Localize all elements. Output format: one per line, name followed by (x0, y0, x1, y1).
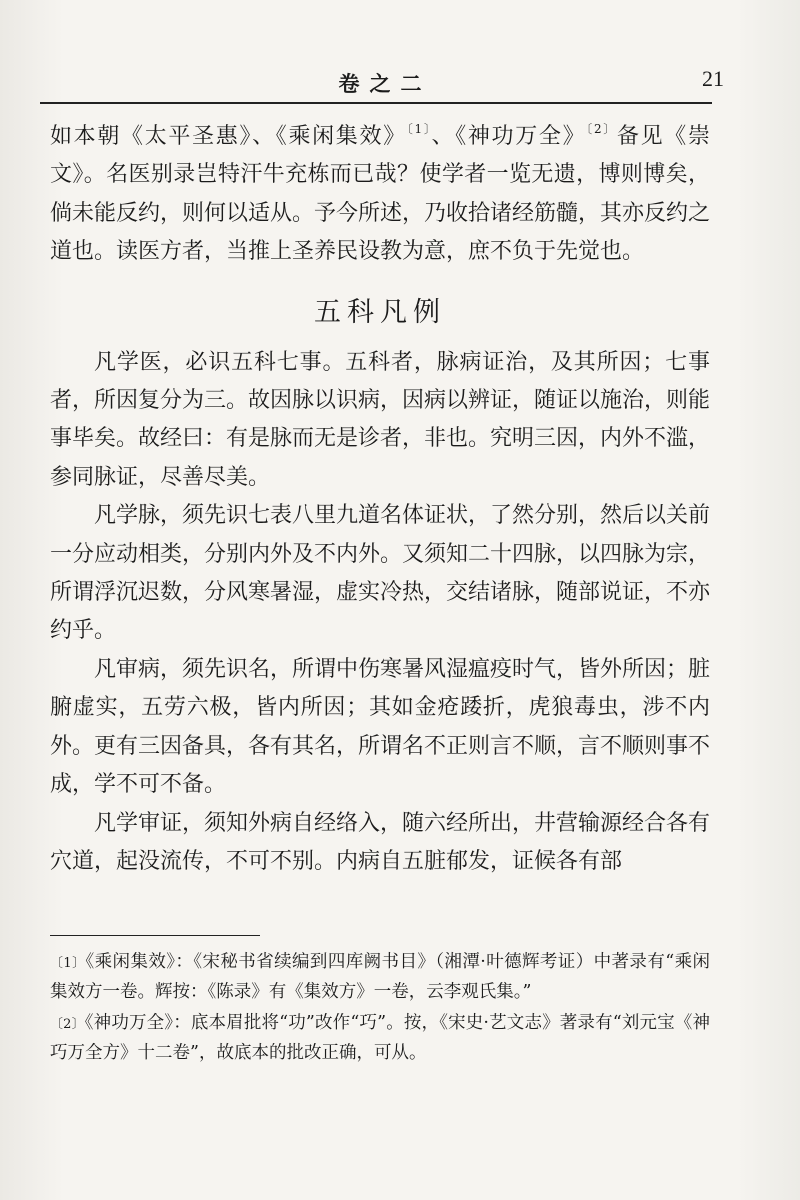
intro-text-part1: 如本朝《太平圣惠》、《乘闲集效》 (50, 124, 407, 149)
running-header (40, 58, 730, 102)
footnote-ref-1: 〔1〕 (406, 122, 432, 136)
page-number: 21 (702, 66, 724, 91)
section-heading: 五科凡例 (314, 296, 446, 328)
intro-paragraph (50, 118, 710, 272)
paragraph-disease: 凡审病，须先识名，所谓中伤寒暑风湿瘟疫时气，皆外所因；脏腑虚实，五劳六极，皆内所因；其如金疮踒折，虎狼毒虫，涉不内外。更有三因备具，各有其名，所谓名不正则言不顺，言不顺则事不成，学不可不备。 (50, 656, 711, 798)
footnote-ref-2: 〔2〕 (586, 122, 617, 136)
header-divider (40, 102, 712, 104)
footnotes (50, 948, 710, 1070)
paragraph-pulse: 凡学脉，须先识七表八里九道名体证状，了然分别，然后以关前一分应动相类，分别内外及不内外。又须知二十四脉，以四脉为宗，所谓浮沉迟数，分风寒暑湿，虚实冷热，交结诸脉，随部说证，不亦约乎。 (50, 503, 711, 644)
footnote-1 (50, 948, 710, 1007)
paragraph-five-subjects: 凡学医，必识五科七事。五科者，脉病证治，及其所因；七事者，所因复分为三。故因脉以识病，因病以辨证，随证以施治，则能事毕矣。故经曰：有是脉而无是诊者，非也。究明三因，内外不滥，参同脉证，尽善尽美。 (50, 349, 711, 490)
chapter-title: 卷之二 (338, 71, 432, 96)
main-text (50, 118, 710, 881)
paragraph-syndrome: 凡学审证，须知外病自经络入，随六经所出，井营输源经合各有穴道，起没流传，不可不别。内病自五脏郁发，证候各有部 (50, 810, 711, 874)
footnote-divider (50, 935, 260, 936)
intro-text-part3: 备见《崇文》。名医别录岂特汗牛充栋而已哉？使学者一览无遗，博则博矣，倘未能反约，则何以适从。予今所述，乃收拾诸经筋髓，其亦反约之道也。读医方者，当推上圣养民设教为意，庶不负于先觉也。 (50, 124, 711, 265)
footnote-mark: 〔1〕 (50, 956, 86, 971)
footnote-mark: 〔2〕 (50, 1017, 85, 1032)
footnote-text: 《神功万全》：底本眉批将“功”改作“巧”。按，《宋史·艺文志》著录有“刘元宝《神巧万全方》十二卷”，故底本的批改正确，可从。 (50, 1013, 710, 1063)
intro-text-part2: 、《神功万全》 (431, 124, 587, 149)
footnote-2 (50, 1009, 710, 1068)
footnote-text: 《乘闲集效》：《宋秘书省续编到四库阙书目》（湘潭·叶德辉考证）中著录有“乘闲集效方一卷。辉按：《陈录》有《集效方》一卷，云李观氏集。” (50, 952, 710, 1002)
